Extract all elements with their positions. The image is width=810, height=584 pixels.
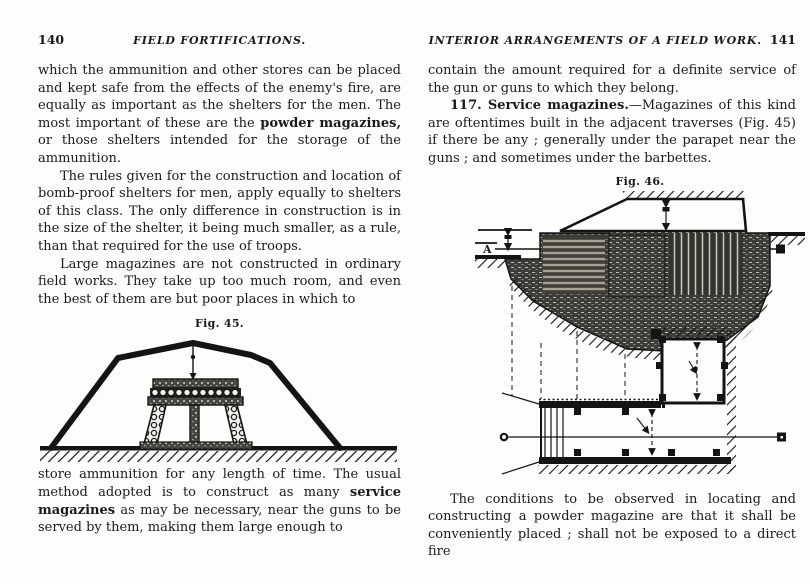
axis-right-marker-hole: [781, 436, 784, 439]
axis-left-marker: [501, 433, 507, 439]
section-line-end-marker: [776, 244, 785, 253]
ground-hatch: [40, 451, 397, 462]
gallery-top-wall: [539, 401, 661, 408]
magazine-room-walls: [662, 339, 724, 403]
gallery-bottom-wall: [539, 457, 731, 464]
right-page: [428, 32, 796, 561]
paragraph: contain the amount required for a definite service of the gun or guns to which they belong.: [428, 63, 796, 96]
label-a: A: [483, 242, 492, 256]
paragraph: The rules given for the construction and location of bomb-proof shelters for men, apply equally to shelters of this class. The only difference in construction is in the size of the shelter, it being much smaller, as a rule, than that required for the use of troops.: [38, 168, 401, 254]
left-running-head: [38, 32, 401, 47]
room-right-hatch: [727, 331, 736, 471]
left-post: [144, 405, 166, 444]
figure-caption: Fig. 45.: [195, 317, 244, 331]
gallery-leader-arrow: [637, 418, 647, 431]
entrance-line-upper: [502, 393, 539, 404]
parapet-top-hatch: [623, 191, 745, 199]
figure-caption: Fig. 46.: [615, 174, 665, 188]
right-ground-hatch: [771, 236, 805, 245]
vent-knob: [191, 355, 195, 359]
right-page-number: 141: [769, 32, 796, 47]
parapet-dimension-knob: [663, 207, 670, 212]
timber-revetment-texture: [669, 233, 743, 295]
left-page-number: 140: [38, 32, 65, 47]
roof-cap-beam: [153, 379, 238, 388]
fig45-magazine-section-drawing: [38, 333, 399, 466]
log-course-logs: [152, 390, 238, 396]
paragraph: The conditions to be observed in locating and constructing a powder magazine are that it shall be conveniently placed ; shall not be exposed to a direct fire: [428, 491, 796, 560]
paragraph: Large magazines are not constructed in ordinary field works. They take up too much room, and even the best of them are but poor places in which to: [38, 256, 401, 307]
center-post: [190, 405, 199, 445]
right-running-head: [428, 32, 796, 47]
parapet-outline: [560, 199, 746, 231]
earth-texture-left: [543, 237, 605, 293]
entrance-line-lower: [502, 462, 539, 474]
entrance-steps: [545, 408, 563, 457]
right-post: [225, 405, 247, 444]
left-running-title: FIELD FORTIFICATIONS.: [133, 34, 306, 47]
earth-texture-mid: [609, 235, 665, 297]
dimension-knob: [505, 235, 512, 239]
lintel-beam: [148, 397, 243, 405]
paragraph: which the ammunition and other stores can be placed and kept safe from the effects of the enemy's fire, are equally as important as the shelters for the men. The most important of these are the powder magazines, or those shelters intended for the storage of the ammunition.: [38, 63, 401, 166]
gallery-bottom-hatch: [538, 465, 732, 474]
right-running-title: INTERIOR ARRANGEMENTS OF A FIELD WORK.: [428, 34, 762, 47]
fig46-traverse-magazine-drawing: [475, 191, 805, 491]
left-page: [38, 32, 401, 537]
base-sill: [140, 442, 252, 449]
paragraph: store ammunition for any length of time. The usual method adopted is to construct as many service magazines as may be necessary, near the guns to be served by them, making them large enough to: [38, 467, 401, 536]
paragraph: 117. Service magazines.—Magazines of this kind are oftentimes built in the adjacent traverses (Fig. 45) if there be any ; generally under the parapet near the guns ; and sometimes under the barbettes.: [428, 98, 796, 166]
room-top-hatch: [657, 327, 731, 336]
